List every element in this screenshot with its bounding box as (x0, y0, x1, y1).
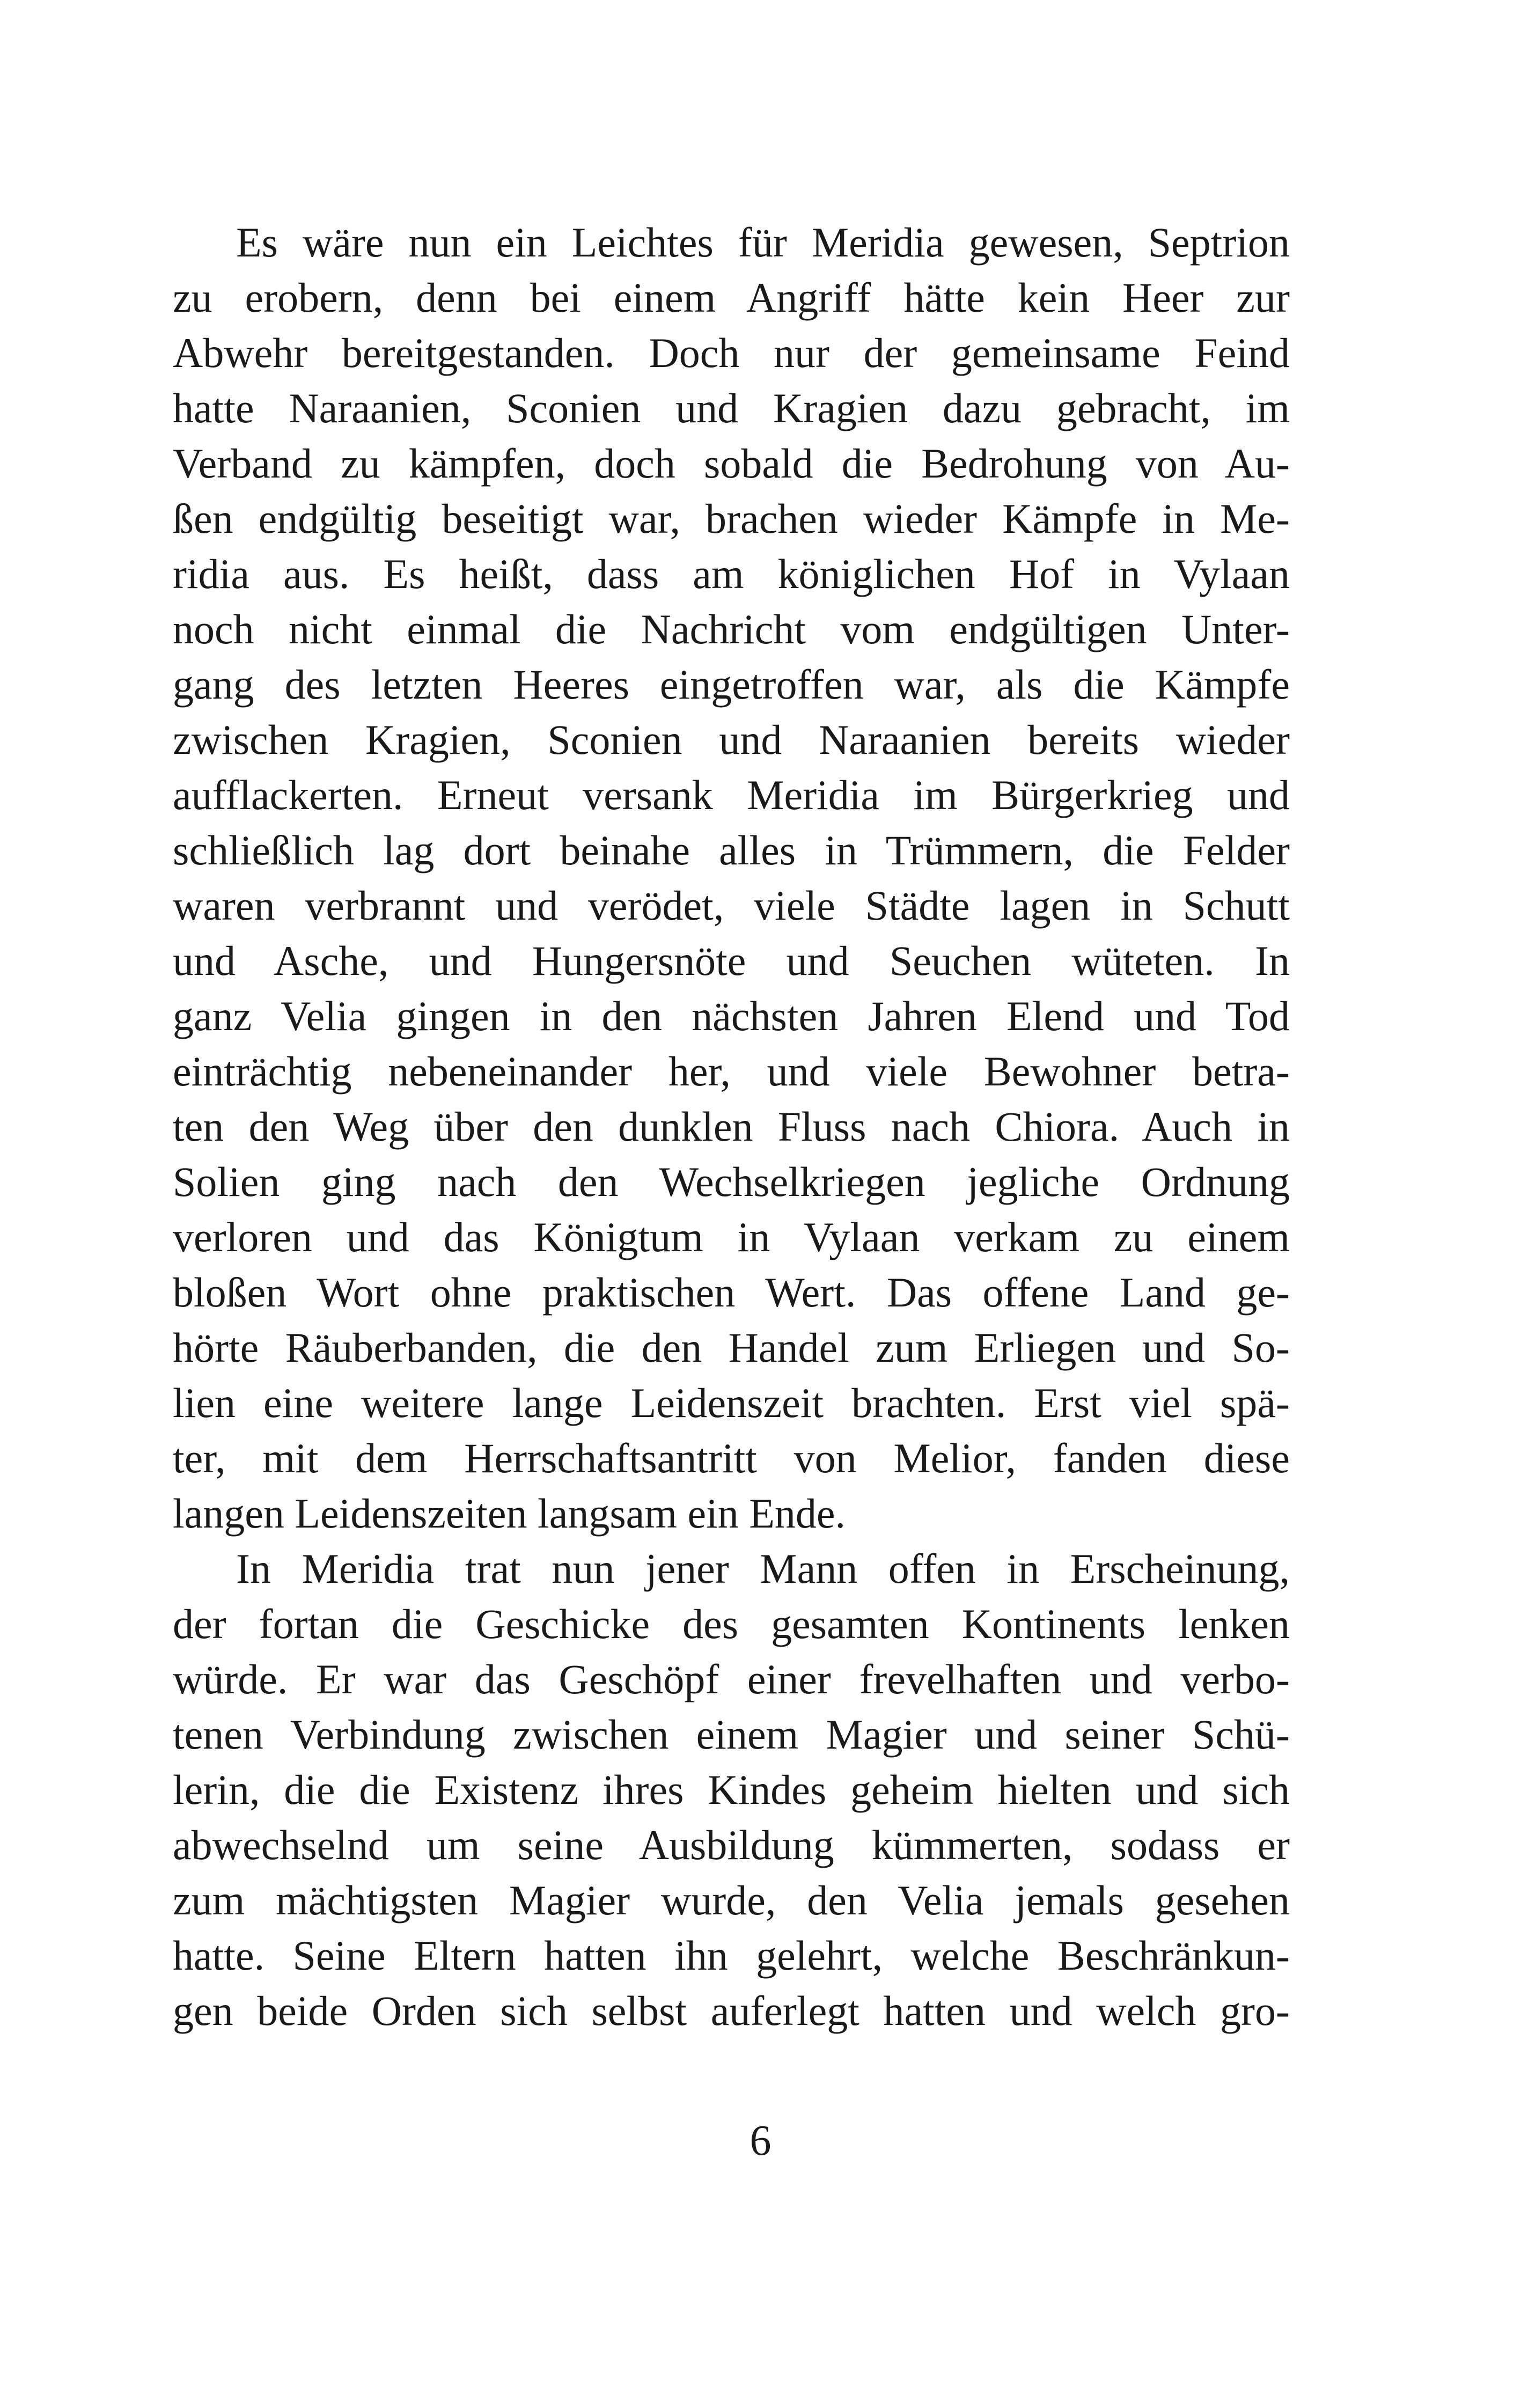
text-line: bloßen Wort ohne praktischen Wert. Das offene Land ge- (173, 1269, 1290, 1316)
text-line: Verband zu kämpfen, doch sobald die Bedrohung von Au- (173, 440, 1290, 487)
text-line: Es wäre nun ein Leichtes für Meridia gewesen, Septrion (236, 219, 1290, 266)
paragraph-2 (173, 1541, 1290, 2038)
text-line: aufflackerten. Erneut versank Meridia im Bürgerkrieg und (173, 772, 1290, 818)
text-line: hörte Räuberbanden, die den Handel zum Erliegen und So- (173, 1324, 1290, 1371)
page-number: 6 (750, 2117, 771, 2164)
text-line: Solien ging nach den Wechselkriegen jegliche Ordnung (173, 1158, 1290, 1205)
text-line: ridia aus. Es heißt, dass am königlichen Hof in Vylaan (173, 550, 1290, 597)
text-line: zu erobern, denn bei einem Angriff hätte kein Heer zur (173, 274, 1290, 321)
text-line: ten den Weg über den dunklen Fluss nach Chiora. Auch in (173, 1103, 1290, 1150)
text-line: ter, mit dem Herrschaftsantritt von Melior, fanden diese (173, 1435, 1290, 1481)
text-line: und Asche, und Hungersnöte und Seuchen wüteten. In (173, 937, 1290, 984)
text-line: Abwehr bereitgestanden. Doch nur der gemeinsame Feind (173, 329, 1290, 376)
text-line: langen Leidenszeiten langsam ein Ende. (173, 1490, 846, 1537)
text-line: hatte Naraanien, Sconien und Kragien dazu gebracht, im (173, 385, 1290, 431)
text-line: tenen Verbindung zwischen einem Magier und seiner Schü- (173, 1711, 1290, 1758)
text-line: abwechselnd um seine Ausbildung kümmerten, sodass er (173, 1822, 1290, 1868)
text-line: ßen endgültig beseitigt war, brachen wieder Kämpfe in Me- (173, 495, 1290, 542)
text-line: hatte. Seine Eltern hatten ihn gelehrt, welche Beschränkun- (173, 1932, 1290, 1979)
body-text (173, 215, 1290, 2038)
text-line: schließlich lag dort beinahe alles in Trümmern, die Felder (173, 827, 1290, 873)
text-line: der fortan die Geschicke des gesamten Kontinents lenken (173, 1601, 1290, 1647)
text-line: gen beide Orden sich selbst auferlegt hatten und welch gro- (173, 1987, 1290, 2034)
text-line: zwischen Kragien, Sconien und Naraanien bereits wieder (173, 716, 1290, 763)
text-line: ganz Velia gingen in den nächsten Jahren Elend und Tod (173, 993, 1290, 1039)
text-line: In Meridia trat nun jener Mann offen in Erscheinung, (236, 1545, 1290, 1592)
text-line: waren verbrannt und verödet, viele Städte lagen in Schutt (173, 882, 1290, 929)
text-line: gang des letzten Heeres eingetroffen war, als die Kämpfe (173, 661, 1290, 708)
paragraph-1 (173, 215, 1290, 1541)
text-line: würde. Er war das Geschöpf einer frevelhaften und verbo- (173, 1656, 1290, 1702)
text-line: noch nicht einmal die Nachricht vom endgültigen Unter- (173, 606, 1290, 652)
text-line: zum mächtigsten Magier wurde, den Velia jemals gesehen (173, 1877, 1290, 1924)
text-line: lerin, die die Existenz ihres Kindes geheim hielten und sich (173, 1766, 1290, 1813)
text-line: einträchtig nebeneinander her, und viele Bewohner betra- (173, 1048, 1290, 1095)
text-line: verloren und das Königtum in Vylaan verkam zu einem (173, 1214, 1290, 1260)
text-line: lien eine weitere lange Leidenszeit brachten. Erst viel spä- (173, 1379, 1290, 1426)
